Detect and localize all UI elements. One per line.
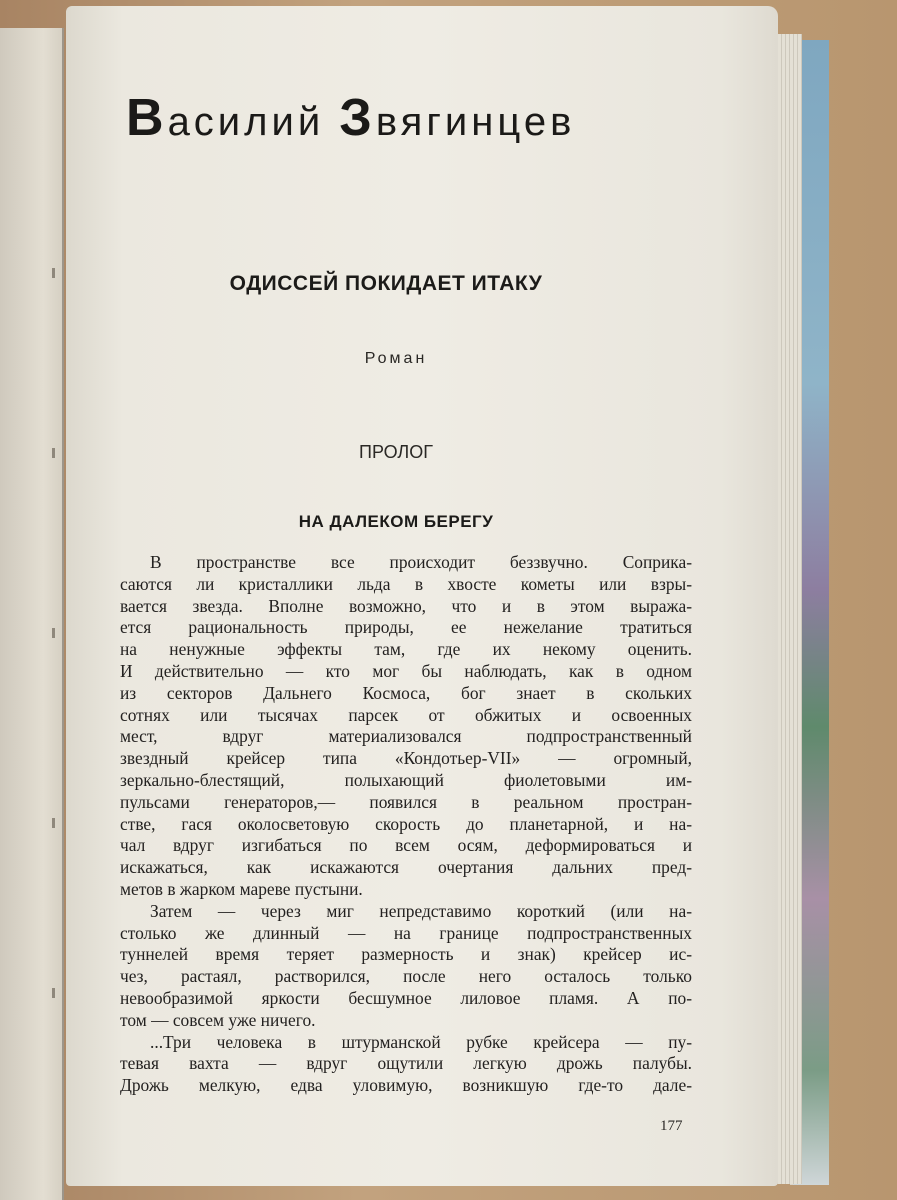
text-line: вается звезда. Вполне возможно, что и в этом выража- [120, 595, 692, 616]
text-line: саются ли кристаллики льда в хвосте кометы или взры- [120, 573, 692, 594]
text-line: на ненужные эффекты там, где их некому оценить. [120, 639, 692, 660]
binding-stitch [52, 448, 55, 458]
text-line: туннелей время теряет размерность и знак) крейсер ис- [120, 944, 692, 965]
binding-stitch [52, 818, 55, 828]
text-line: звездный крейсер типа «Кондотьер-VII» — огромный, [120, 748, 692, 769]
genre-label: Роман [364, 350, 428, 367]
text-line: столько же длинный — на границе подпространственных [120, 922, 692, 943]
text-line: искажаться, как искажаются очертания дальних пред- [120, 857, 692, 878]
text-line: тевая вахта — вдруг ощутили легкую дрожь палубы. [120, 1053, 692, 1074]
text-line: из секторов Дальнего Космоса, бог знает в скольких [120, 682, 692, 703]
book-page [66, 6, 778, 1186]
author-last-rest: вягинцев [375, 100, 576, 144]
page-number: 177 [660, 1118, 683, 1134]
text-line: чал вдруг изгибаться по всем осям, деформироваться и [120, 835, 692, 856]
book-title: ОДИССЕЙ ПОКИДАЕТ ИТАКУ [229, 272, 543, 295]
text-line: том — совсем уже ничего. [120, 1009, 316, 1030]
text-line: сотнях или тысячах парсек от обжитых и освоенных [120, 704, 692, 725]
text-line: стве, гася околосветовую скорость до планетарной, и на- [120, 813, 692, 834]
author-name [126, 88, 746, 148]
left-page-edge [0, 28, 64, 1200]
text-line: чез, растаял, растворился, после него осталось только [120, 966, 692, 987]
author-last-initial: З [339, 89, 376, 147]
author-first-rest: асилий [167, 100, 340, 144]
body-text [120, 552, 692, 1097]
binding-stitch [52, 628, 55, 638]
binding-stitch [52, 988, 55, 998]
author-first-initial: В [126, 89, 168, 147]
text-line: Затем — через миг непредставимо короткий (или на- [150, 900, 692, 921]
text-line: Дрожь мелкую, едва уловимую, возникшую где-то дале- [120, 1075, 692, 1096]
text-line: И действительно — кто мог бы наблюдать, как в одном [120, 660, 692, 681]
text-line: мест, вдруг материализовался подпространственный [120, 726, 692, 747]
text-line: невообразимой яркости бесшумное лиловое пламя. А по- [120, 987, 692, 1008]
text-line: В пространстве все происходит беззвучно. Соприка- [150, 552, 692, 572]
binding-stitch [52, 268, 55, 278]
chapter-title: НА ДАЛЕКОМ БЕРЕГУ [298, 512, 494, 531]
section-heading: ПРОЛОГ [359, 442, 433, 462]
text-line: метов в жарком мареве пустыни. [120, 878, 363, 899]
text-line: ется рациональность природы, ее нежелание тратиться [120, 617, 692, 638]
text-line: ...Три человека в штурманской рубке крейсера — пу- [150, 1031, 692, 1052]
text-line: пульсами генераторов,— появился в реальном простран- [120, 791, 692, 812]
text-line: зеркально-блестящий, полыхающий фиолетовыми им- [120, 769, 692, 790]
